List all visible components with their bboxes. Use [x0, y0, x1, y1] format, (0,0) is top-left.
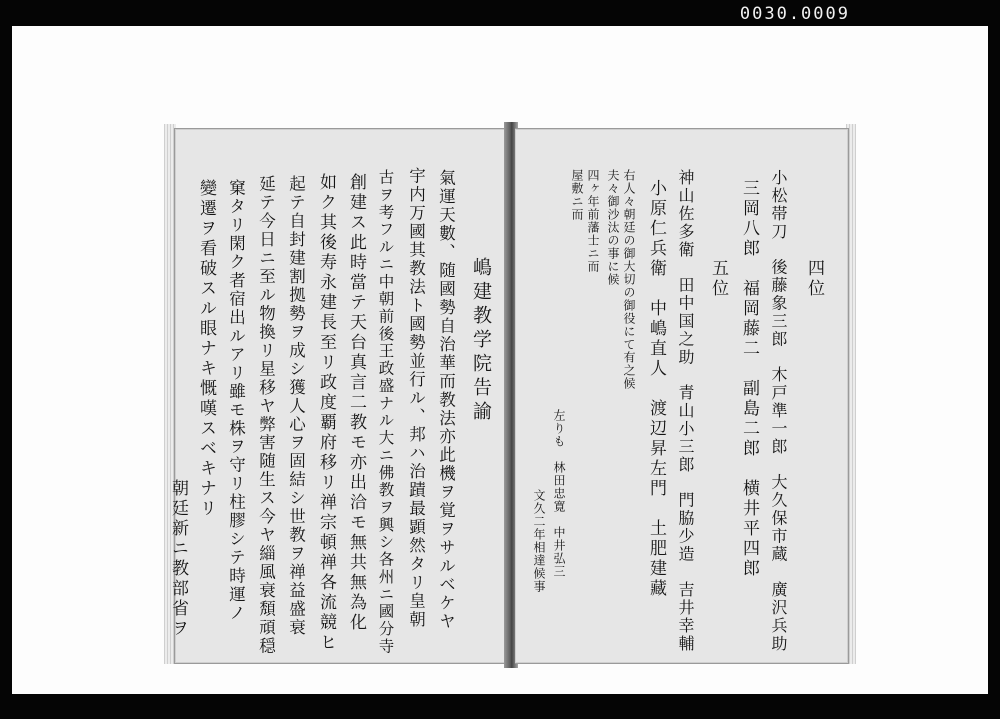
text-column: 小原仁兵衛 中嶋直人 渡辺昇左門 土肥建藏 — [646, 179, 666, 599]
text-column: 氣運天數、随國勢自治華而教法亦此機ヲ覚ヲサルベケヤ — [436, 169, 456, 631]
text-column: 古ヲ考フルニ中朝前後王政盛ナル大ニ佛教ヲ興シ各州ニ國分寺 — [376, 169, 395, 656]
open-book — [168, 122, 848, 668]
text-column: 延テ今日ニ至ル物換リ星移ヤ弊害随生ス今ヤ緇風衰頽頑穏 — [256, 175, 276, 656]
text-column: 窠タリ閑ク者宿出ルアリ雖モ株ヲ守リ柱膠シテ時運ノ — [226, 179, 246, 623]
note-column: 左りも 林田忠寛 中井弘三 — [552, 409, 566, 578]
note-column: 四ヶ年前藩士ニ而 — [586, 169, 600, 273]
microfilm-frame-number: 0030.0009 — [739, 4, 850, 24]
text-column: 神山佐多衛 田中国之助 青山小三郎 門脇少造 吉井幸輔 — [676, 169, 695, 653]
note-column: 夫々御沙汰の事に候 — [606, 169, 620, 286]
text-column: 如ク其後寿永建長至リ政度覇府移リ禅宗頓禅各流競ヒ — [316, 173, 336, 653]
text-column: 小松帯刀 後藤象三郎 木戸準一郎 大久保市蔵 廣沢兵助 — [769, 169, 788, 653]
note-column: 右人々朝廷の御大切の御役にて有之候 — [622, 169, 636, 390]
scan-background — [12, 26, 988, 694]
right-page — [515, 128, 849, 664]
note-column: 文久二年相達候事 — [532, 489, 546, 593]
rank-heading: 四位 — [804, 259, 824, 299]
left-page-title: 嶋建教学院告諭 — [470, 257, 492, 425]
text-column: 宇内万國其教法ト國勢並行ル、邦ハ治蹟最顕然タリ皇朝 — [406, 167, 426, 629]
text-column: 創建ス此時當テ天台真言二教モ亦出洽モ無共無為化 — [346, 173, 366, 633]
text-column: 變遷ヲ看破スル眼ナキ慨嘆スベキナリ — [196, 179, 216, 519]
text-column: 起テ自封建割拠勢ヲ成シ獲人心ヲ固結シ世教ヲ禅益盛衰 — [286, 175, 306, 637]
text-column: 三岡八郎 福岡藤二 副島二郎 横井平四郎 — [739, 179, 759, 579]
note-column: 屋敷ニ而 — [570, 169, 584, 221]
rank-heading: 五位 — [708, 259, 728, 299]
left-page — [168, 128, 508, 664]
text-column: 朝廷新ニ教部省ヲ — [168, 479, 188, 639]
